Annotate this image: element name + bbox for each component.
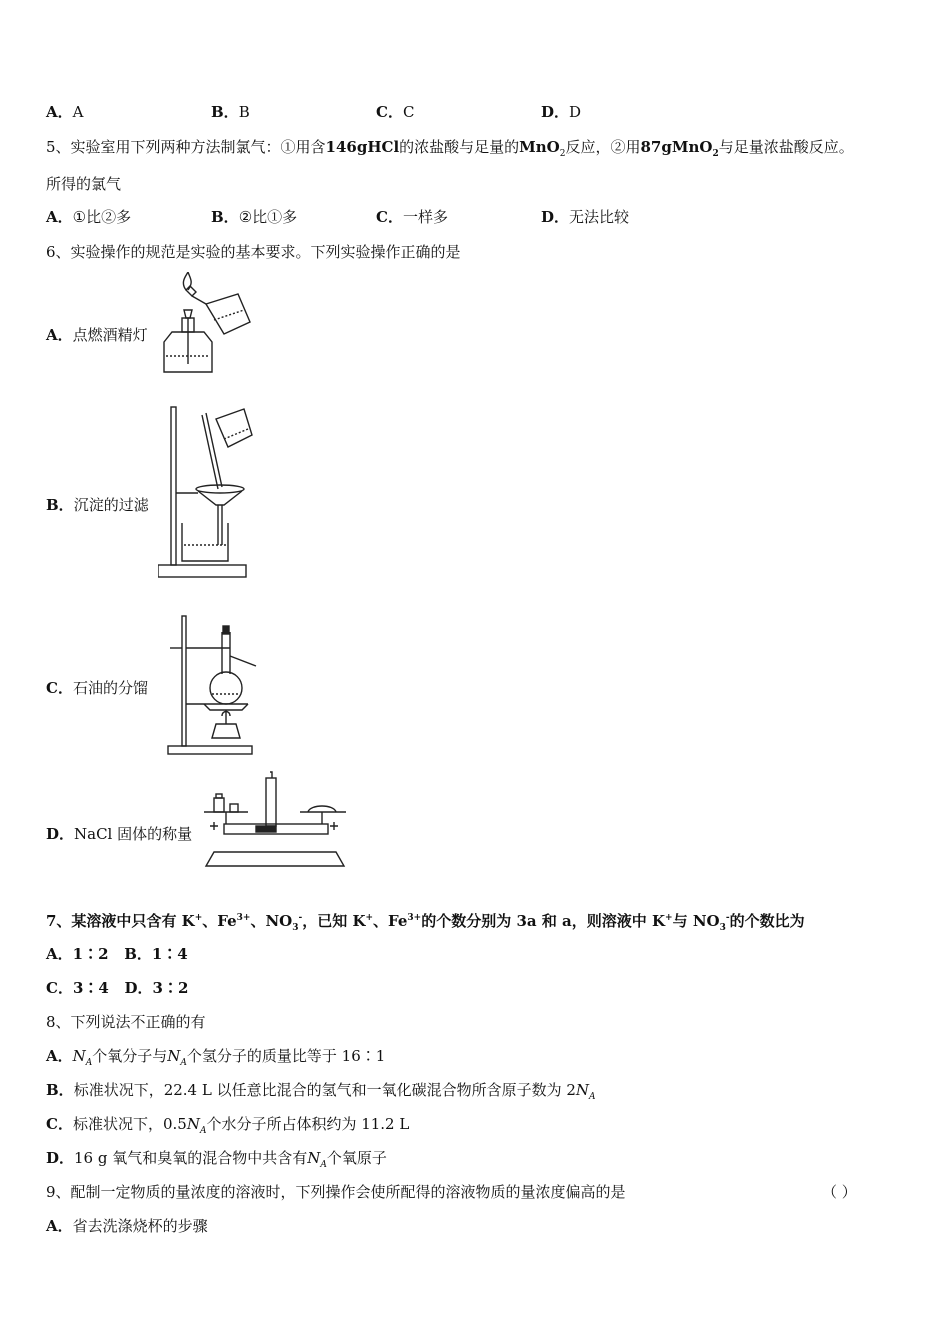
q4-option-b: B．B bbox=[211, 103, 250, 121]
q8-option-a: A．$N_A$个氧分子与$N_A$个氢分子的质量比等于 16∶1 bbox=[46, 1047, 386, 1068]
q8-option-d: D．16 g 氧气和臭氧的混合物中共含有$N_A$个氧原子 bbox=[46, 1149, 387, 1170]
q6-stem: 6、实验操作的规范是实验的基本要求。下列实验操作正确的是 bbox=[46, 243, 461, 261]
q5-stem: 5、实验室用下列两种方法制氯气：①用含146gHCl的浓盐酸与足量的MnO$_2$反应，②用87gMnO$_2$与足量浓盐酸反应。 bbox=[46, 138, 854, 159]
distillation-figure bbox=[160, 612, 260, 758]
q6-option-a: A．点燃酒精灯 bbox=[46, 326, 148, 344]
q7-options-ab: A．1∶2 B．1∶4 bbox=[46, 945, 188, 963]
q8-option-c: C．标准状况下，$0.5N_A$个水分子所占体积约为 11.2 L bbox=[46, 1115, 410, 1136]
alcohol-lamp-figure bbox=[158, 272, 258, 376]
q6-option-d: D．NaCl 固体的称量 bbox=[46, 825, 193, 843]
q6-option-b: B．沉淀的过滤 bbox=[46, 496, 149, 514]
q6-option-c: C．石油的分馏 bbox=[46, 679, 148, 697]
q7-options-cd: C．3∶4 D．3∶2 bbox=[46, 979, 189, 997]
balance-figure bbox=[200, 770, 350, 876]
q7-stem: 7、某溶液中只含有 K+、$Fe^{3+}$、$NO_3^-$，已知 K+、$Fe^{3+}$的个数分别为 3a 和 a，则溶液中 K+与 $NO_3^-$的个数比为 bbox=[46, 912, 805, 933]
q5-option-d: D．无法比较 bbox=[541, 208, 630, 226]
q9-answer-paren: （ ） bbox=[822, 1183, 857, 1201]
q4-option-c: C．C bbox=[376, 103, 415, 121]
q5-stem-line2: 所得的氯气 bbox=[46, 175, 122, 193]
q8-option-b: B．标准状况下，22.4 L 以任意比混合的氢气和一氧化碳混合物所含原子数为 $2N_A$ bbox=[46, 1081, 596, 1102]
filtration-figure bbox=[158, 405, 258, 580]
q5-option-b: B．②比①多 bbox=[211, 208, 298, 226]
q9-stem: 9、配制一定物质的量浓度的溶液时，下列操作会使所配得的溶液物质的量浓度偏高的是 bbox=[46, 1183, 626, 1201]
q9-option-a: A．省去洗涤烧杯的步骤 bbox=[46, 1217, 208, 1235]
q4-option-d: D．D bbox=[541, 103, 582, 121]
q4-option-a: A．A bbox=[46, 103, 84, 121]
q5-option-a: A．①比②多 bbox=[46, 208, 132, 226]
q5-option-c: C．一样多 bbox=[376, 208, 448, 226]
q8-stem: 8、下列说法不正确的有 bbox=[46, 1013, 206, 1031]
